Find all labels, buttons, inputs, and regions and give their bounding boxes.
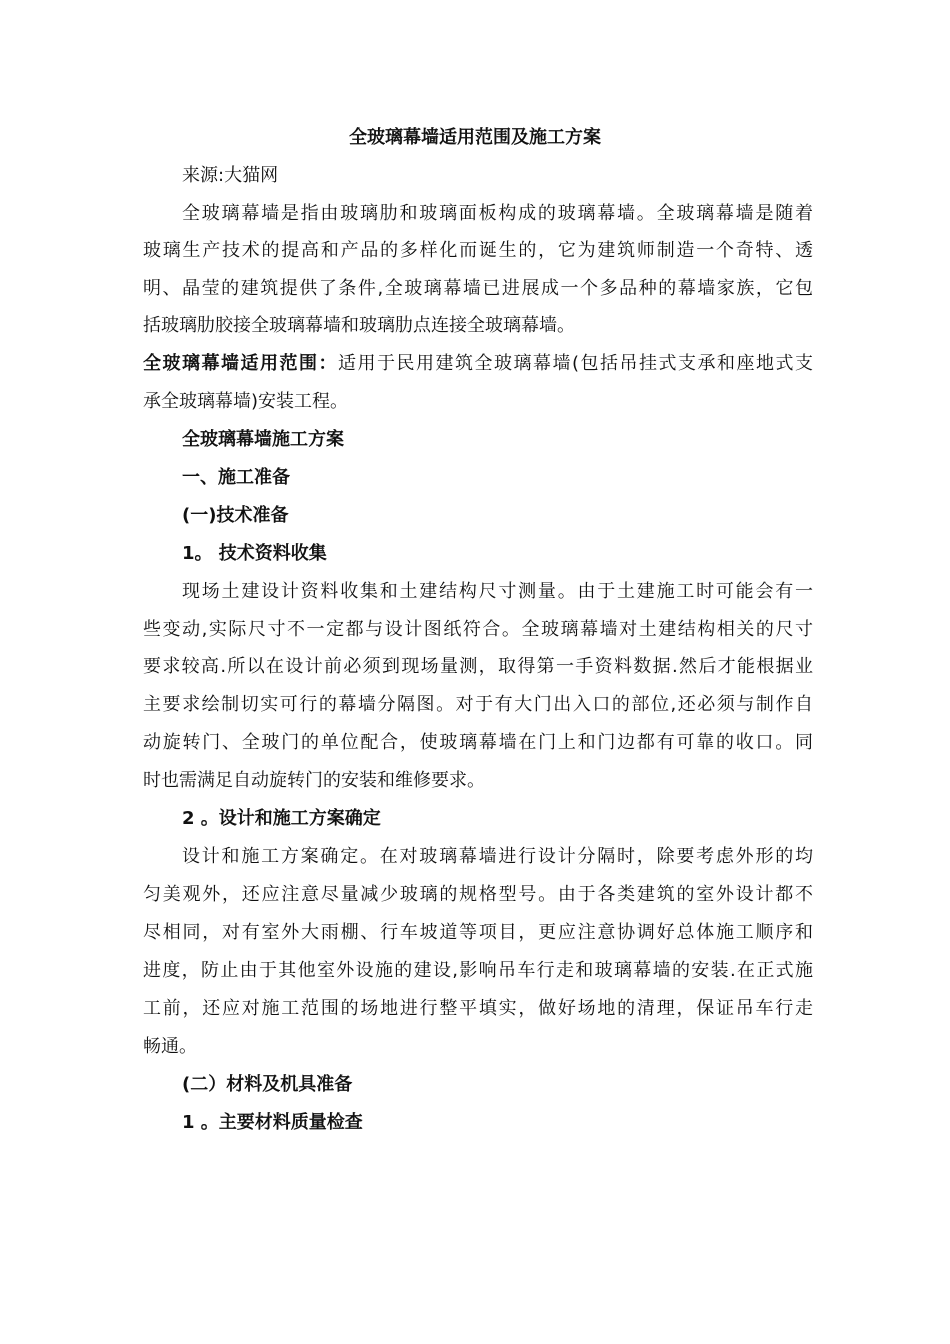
heading-technical-data-collection: 1。 技术资料收集	[182, 543, 327, 564]
tech-line-2: 些变动,实际尺寸不一定都与设计图纸符合。全玻璃幕墙对土建结构相关的尺寸	[143, 619, 813, 640]
tech-line-5: 动旋转门、全玻门的单位配合，使玻璃幕墙在门上和门边都有可靠的收口。同	[143, 732, 813, 753]
design-line-1: 设计和施工方案确定。在对玻璃幕墙进行设计分隔时，除要考虑外形的均	[182, 846, 813, 867]
design-line-2: 匀美观外，还应注意尽量减少玻璃的规格型号。由于各类建筑的室外设计都不	[143, 884, 813, 905]
scope-line-2: 承全玻璃幕墙)安装工程。	[143, 391, 349, 412]
heading-design-plan: 2 。设计和施工方案确定	[182, 808, 381, 829]
document-title: 全玻璃幕墙适用范围及施工方案	[349, 127, 601, 148]
heading-construction-preparation: 一、施工准备	[182, 467, 290, 488]
tech-line-6: 时也需满足自动旋转门的安装和维修要求。	[143, 770, 485, 791]
heading-material-quality-check: 1 。主要材料质量检查	[182, 1112, 363, 1133]
design-line-3: 尽相同，对有室外大雨棚、行车坡道等项目，更应注意协调好总体施工顺序和	[143, 922, 813, 943]
scope-text: 适用于民用建筑全玻璃幕墙(包括吊挂式支承和座地式支	[338, 353, 813, 374]
tech-line-4: 主要求绘制切实可行的幕墙分隔图。对于有大门出入口的部位,还必须与制作自	[143, 694, 813, 715]
scope-line-1	[143, 352, 813, 376]
intro-line-2: 玻璃生产技术的提高和产品的多样化而诞生的，它为建筑师制造一个奇特、透	[143, 240, 813, 261]
tech-line-1: 现场土建设计资料收集和土建结构尺寸测量。由于土建施工时可能会有一	[182, 581, 813, 602]
design-line-6: 畅通。	[143, 1036, 197, 1057]
intro-line-1: 全玻璃幕墙是指由玻璃肋和玻璃面板构成的玻璃幕墙。全玻璃幕墙是随着	[182, 203, 813, 224]
heading-materials-equipment: (二）材料及机具准备	[182, 1074, 353, 1095]
heading-technical-preparation: (一)技术准备	[182, 505, 289, 526]
source-line: 来源:大猫网	[182, 165, 279, 186]
heading-construction-plan: 全玻璃幕墙施工方案	[182, 429, 344, 450]
intro-line-3: 明、晶莹的建筑提供了条件,全玻璃幕墙已进展成一个多品种的幕墙家族，它包	[143, 278, 813, 299]
scope-label: 全玻璃幕墙适用范围：	[143, 353, 338, 374]
intro-line-4: 括玻璃肋胶接全玻璃幕墙和玻璃肋点连接全玻璃幕墙。	[143, 315, 575, 336]
design-line-5: 工前，还应对施工范围的场地进行整平填实，做好场地的清理，保证吊车行走	[143, 998, 813, 1019]
design-line-4: 进度，防止由于其他室外设施的建设,影响吊车行走和玻璃幕墙的安装.在正式施	[143, 960, 813, 981]
tech-line-3: 要求较高.所以在设计前必须到现场量测，取得第一手资料数据.然后才能根据业	[143, 656, 813, 677]
